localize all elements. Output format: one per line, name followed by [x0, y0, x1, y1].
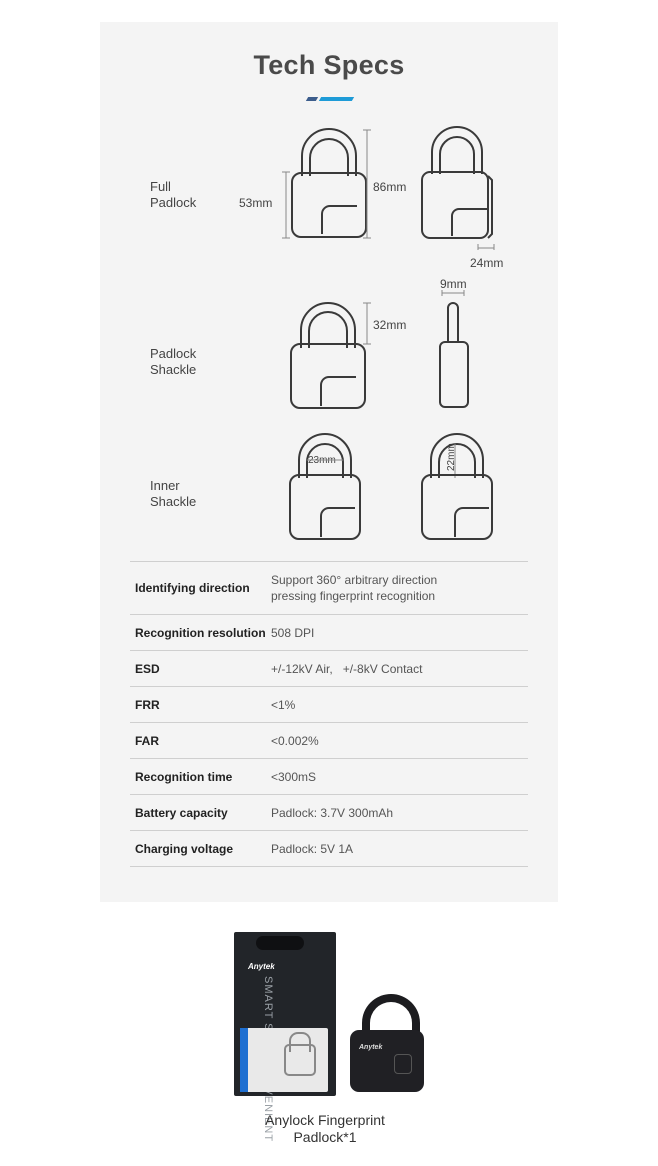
spec-value: Padlock: 3.7V 300mAh: [271, 805, 394, 820]
inner-height-dimension: 22mm: [446, 443, 457, 471]
spec-value: <1%: [271, 697, 296, 712]
spec-key: FRR: [135, 697, 160, 712]
full-depth-dimension: 24mm: [470, 256, 504, 270]
shackle-height-dimension: 32mm: [373, 318, 407, 332]
table-row: [130, 759, 528, 795]
inner-width-dimension: 23mm: [308, 455, 336, 466]
full-padlock-label: Full Padlock: [150, 179, 197, 210]
spec-key: Recognition time: [135, 769, 233, 784]
table-row: [130, 615, 528, 651]
padlock-photo: [350, 992, 428, 1092]
product-package-image: [234, 932, 434, 1100]
table-row: [130, 562, 528, 615]
full-height-dimension: 86mm: [373, 180, 407, 194]
padlock-shackle-label: Padlock Shackle: [150, 346, 197, 377]
table-row: [130, 831, 528, 867]
page-title: Tech Specs: [253, 50, 405, 80]
box-window-card: [240, 1028, 328, 1092]
padlock-shackle-front-diagram: [285, 298, 375, 413]
title-accent-bar: [307, 97, 353, 101]
spec-value: Padlock: 5V 1A: [271, 841, 354, 856]
table-row: [130, 687, 528, 723]
spec-key: Identifying direction: [135, 581, 250, 595]
spec-value: Support 360° arbitrary direction pressing fingerprint recognition: [271, 573, 438, 603]
table-row: [130, 651, 528, 687]
lock-icon: [284, 1044, 316, 1076]
full-padlock-front-diagram: [280, 128, 375, 243]
spec-key: Battery capacity: [135, 805, 228, 820]
spec-key: Recognition resolution: [135, 625, 266, 640]
inner-shackle-front-diagram: [285, 430, 365, 545]
spec-value: +/-12kV Air, +/-8kV Contact: [271, 661, 423, 676]
inner-shackle-label: Inner Shackle: [150, 478, 197, 509]
spec-key: FAR: [135, 733, 159, 748]
box-hang-tab: [256, 936, 304, 950]
full-padlock-angled-diagram: [416, 126, 498, 251]
retail-box: [234, 932, 336, 1096]
spec-value: <0.002%: [271, 733, 319, 748]
fingerprint-sensor-icon: [394, 1054, 412, 1074]
table-row: [130, 795, 528, 831]
spec-value: <300mS: [271, 769, 317, 784]
full-width-dimension: 53mm: [239, 196, 273, 210]
inner-shackle-angled-diagram: [417, 430, 497, 545]
spec-key: ESD: [135, 661, 160, 676]
table-row: [130, 723, 528, 759]
shackle-thickness-dimension: 9mm: [440, 277, 467, 291]
padlock-shackle-side-diagram: [436, 290, 476, 412]
padlock-brand-logo: Anytek: [359, 1044, 383, 1051]
product-caption: Anylock Fingerprint Padlock*1: [265, 1112, 385, 1145]
spec-value: 508 DPI: [271, 625, 315, 640]
spec-key: Charging voltage: [135, 841, 234, 856]
box-brand-logo: Anytek: [248, 962, 275, 971]
specs-table: [130, 561, 528, 867]
